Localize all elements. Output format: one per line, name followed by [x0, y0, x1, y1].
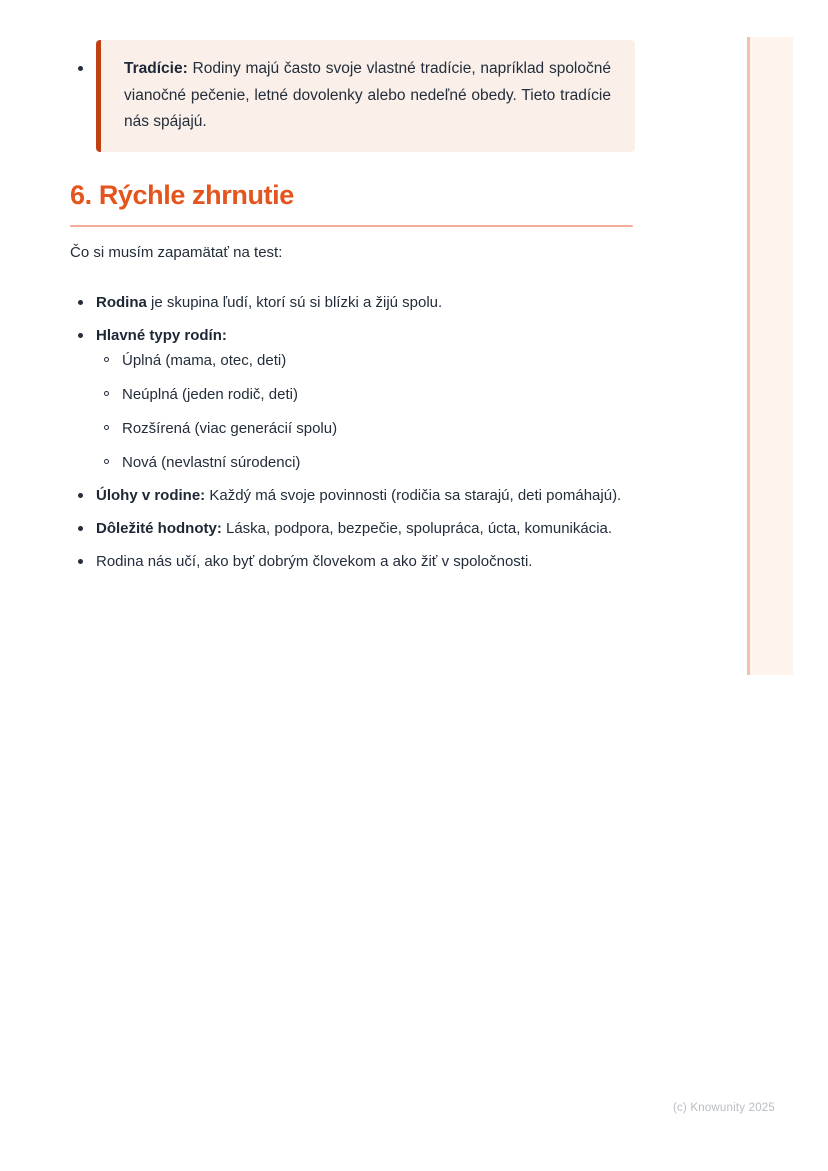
bullet-icon — [78, 333, 83, 338]
sub-list-item-text: Rozšírená (viac generácií spolu) — [122, 420, 338, 437]
list-item-bold: Úlohy v rodine: — [96, 487, 206, 504]
list-item — [70, 515, 626, 542]
copyright-text: (c) Knowunity 2025 — [672, 1102, 775, 1114]
list-item-bold: Hlavné typy rodín: — [96, 327, 227, 344]
sub-list-item — [96, 415, 626, 442]
sub-list-item — [96, 449, 626, 476]
callout-label: Tradície: — [124, 60, 188, 77]
list-item — [70, 289, 626, 316]
intro-paragraph: Čo si musím zapamätať na test: — [70, 244, 283, 261]
list-item-bold: Rodina — [96, 294, 147, 311]
list-item-text: Rodina nás učí, ako byť dobrým človekom a ako žiť v spoločnosti. — [96, 553, 533, 570]
sub-list-item-text: Úplná (mama, otec, deti) — [122, 352, 287, 369]
section-heading: 6. Rýchle zhrnutie — [70, 180, 294, 210]
circle-bullet-icon — [104, 391, 109, 396]
bullet-icon — [78, 493, 83, 498]
callout-list-item — [70, 40, 635, 152]
sub-list-item-text: Nová (nevlastní súrodenci) — [122, 454, 301, 471]
circle-bullet-icon — [104, 425, 109, 430]
list-item-text: Každý má svoje povinnosti (rodičia sa starajú, deti pomáhajú). — [205, 487, 622, 504]
bullet-icon — [78, 300, 83, 305]
bullet-icon — [78, 559, 83, 564]
callout-text: Rodiny majú často svoje vlastné tradície, napríklad spoločné vianočné pečenie, letné dovolenky alebo nedeľné obedy. Tieto tradície nás spájajú. — [124, 60, 611, 130]
sub-list-item — [96, 347, 626, 374]
bullet-icon — [78, 526, 83, 531]
family-types-sub-list — [96, 347, 626, 476]
list-item-text: je skupina ľudí, ktorí sú si blízki a žijú spolu. — [146, 294, 443, 311]
list-item-bold: Dôležité hodnoty: — [96, 520, 222, 537]
heading-divider — [70, 225, 633, 227]
page-edge-stripe — [747, 37, 793, 675]
sub-list-item-text: Neúplná (jeden rodič, deti) — [122, 386, 298, 403]
list-item — [70, 482, 626, 509]
circle-bullet-icon — [104, 357, 109, 362]
tradition-callout — [96, 40, 635, 152]
bullet-icon — [78, 66, 83, 71]
circle-bullet-icon — [104, 459, 109, 464]
list-item — [70, 548, 626, 575]
list-item — [70, 322, 626, 476]
list-item-text: Láska, podpora, bezpečie, spolupráca, úcta, komunikácia. — [221, 520, 613, 537]
sub-list-item — [96, 381, 626, 408]
summary-list — [70, 289, 626, 581]
